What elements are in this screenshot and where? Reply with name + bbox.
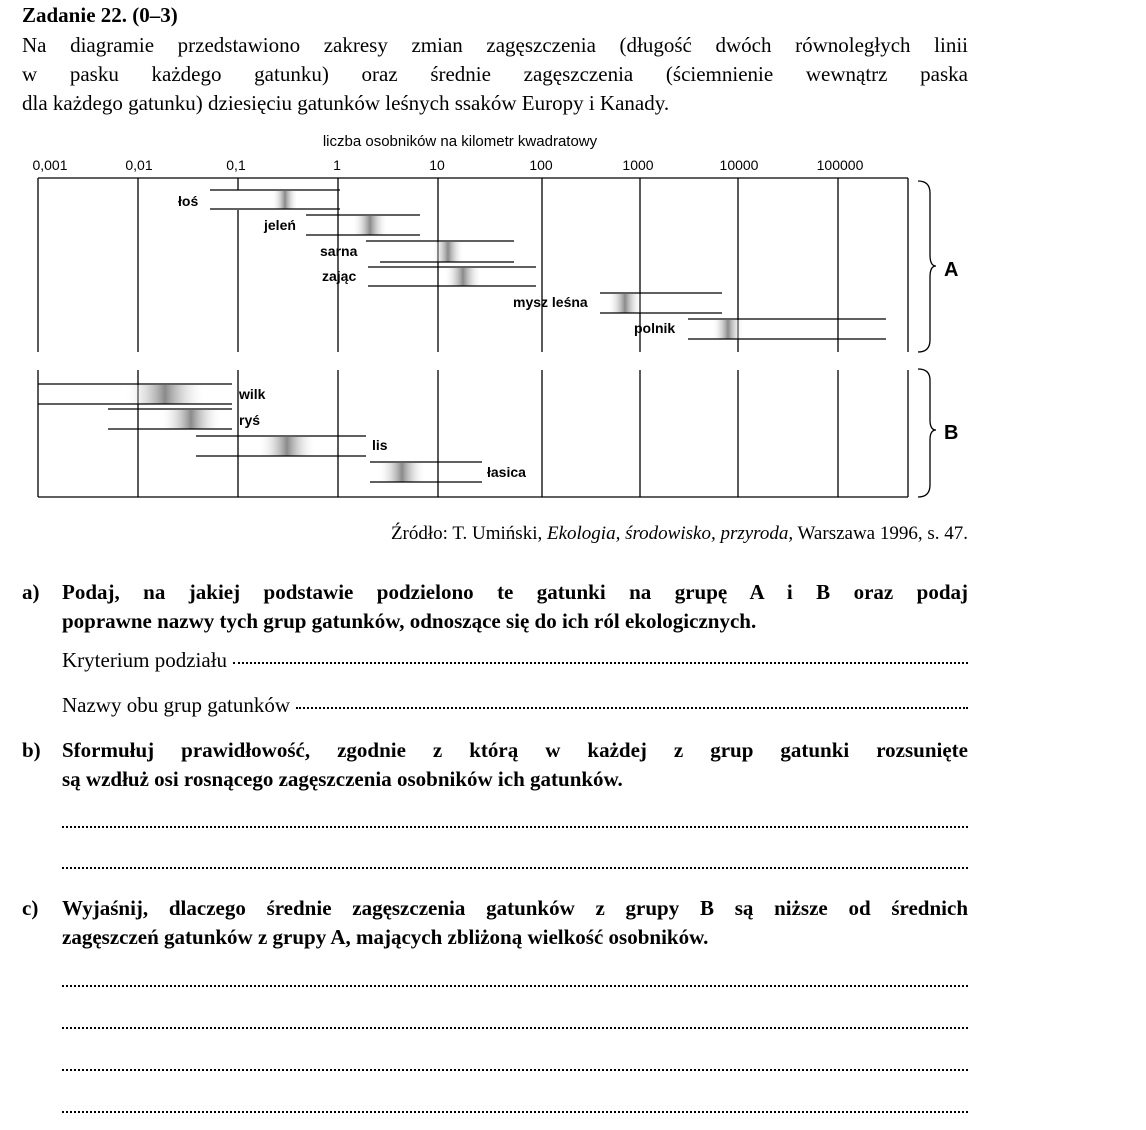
question-a: [22, 578, 968, 636]
answer-c-line-3[interactable]: [62, 1069, 968, 1071]
label-jelen: jeleń: [264, 217, 296, 233]
label-lis: lis: [372, 437, 388, 453]
tick-label: 10: [429, 157, 445, 173]
question-c-label: c): [22, 896, 39, 920]
source-citation: [391, 523, 968, 545]
answer-b-line-2[interactable]: [62, 867, 968, 869]
group-b-label: B: [944, 422, 959, 444]
tick-label: 10000: [719, 157, 759, 173]
source-title: Ekologia, środowisko, przyroda,: [546, 523, 794, 544]
bar-mysz-lesna: [600, 293, 722, 313]
question-a-line: poprawne nazwy tych grup gatunków, odnoszące się do ich ról ekologicznych.: [62, 609, 757, 633]
intro-line: w pasku każdego gatunku) oraz średnie zagęszczenia (ściemnienie wewnątrz paska: [22, 62, 968, 86]
source-suffix: Warszawa 1996, s. 47.: [793, 523, 968, 544]
question-c-line: Wyjaśnij, dlaczego średnie zagęszczenia gatunków z grupy B są niższe od średnich: [62, 896, 968, 920]
label-mysz-lesna: mysz leśna: [513, 294, 588, 310]
label-polnik: polnik: [634, 320, 676, 336]
question-a-label: a): [22, 580, 40, 604]
bar-polnik: [688, 319, 886, 339]
bar-rys: [108, 409, 232, 429]
bar-sarna: [366, 241, 514, 262]
answer-c-line-2[interactable]: [62, 1027, 968, 1029]
label-lasica: łasica: [487, 464, 526, 480]
task-title: Zadanie 22. (0–3): [22, 3, 178, 27]
answer-b-line-1[interactable]: [62, 826, 968, 828]
question-a-line: Podaj, na jakiej podstawie podzielono te gatunki na grupę A i B oraz podaj: [62, 580, 968, 604]
question-c: [22, 894, 968, 952]
question-b-label: b): [22, 738, 41, 762]
group-names-answer-line[interactable]: [296, 707, 968, 709]
intro-line: Na diagramie przedstawiono zakresy zmian zagęszczenia (długość dwóch równoległych linii: [22, 33, 968, 57]
criterion-label: Kryterium podziału: [62, 648, 228, 672]
label-los: łoś: [178, 193, 199, 209]
bar-los: [210, 190, 340, 209]
density-diagram: [0, 0, 1146, 520]
bar-zajac: [368, 267, 536, 286]
criterion-answer-line[interactable]: [233, 662, 968, 664]
panel-a: [38, 178, 908, 352]
tick-label: 100000: [816, 157, 864, 173]
source-prefix: Źródło: T. Umiński,: [390, 523, 547, 544]
question-c-line: zagęszczeń gatunków z grupy A, mających zbliżoną wielkość osobników.: [62, 925, 709, 949]
question-b-line: są wzdłuż osi rosnącego zagęszczenia osobników ich gatunków.: [62, 767, 623, 791]
answer-c-line-1[interactable]: [62, 985, 968, 987]
question-b-line: Sformułuj prawidłowość, zgodnie z którą w każdej z grup gatunki rozsunięte: [62, 738, 968, 762]
tick-label: 0,1: [226, 157, 246, 173]
tick-label: 1: [333, 157, 341, 173]
tick-label: 0,01: [125, 157, 153, 173]
group-a-label: A: [944, 259, 959, 281]
criterion-field[interactable]: [62, 648, 968, 673]
label-zajac: zając: [322, 268, 357, 284]
bracket-b: [918, 369, 936, 497]
bar-lasica: [370, 462, 482, 482]
label-wilk: wilk: [239, 386, 266, 402]
tick-label: 0,001: [32, 157, 68, 173]
intro-line: dla każdego gatunku) dziesięciu gatunków leśnych ssaków Europy i Kanady.: [22, 91, 670, 115]
tick-label: 1000: [622, 157, 654, 173]
bar-lis: [196, 436, 366, 456]
question-b: [22, 736, 968, 794]
bar-wilk: [38, 384, 232, 404]
group-names-label: Nazwy obu grup gatunków: [62, 693, 291, 717]
group-names-field[interactable]: [62, 693, 968, 718]
bracket-a: [918, 181, 936, 352]
axis-title: liczba osobników na kilometr kwadratowy: [322, 133, 598, 150]
answer-c-line-4[interactable]: [62, 1111, 968, 1113]
bar-jelen: [306, 215, 420, 235]
label-sarna: sarna: [320, 243, 358, 259]
axis-ticks: [32, 157, 863, 173]
tick-label: 100: [529, 157, 553, 173]
label-rys: ryś: [239, 412, 261, 428]
